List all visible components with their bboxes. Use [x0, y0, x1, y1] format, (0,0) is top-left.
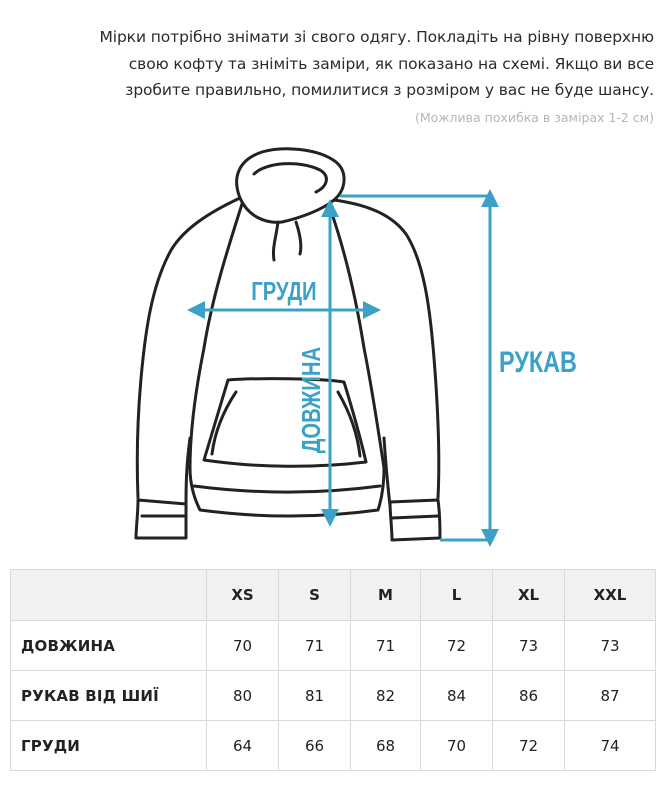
size-header-xl: XL	[493, 570, 565, 621]
size-header-l: L	[421, 570, 493, 621]
size-header-xs: XS	[207, 570, 279, 621]
sleeve-label: РУКАВ	[499, 345, 577, 379]
table-row	[11, 671, 656, 721]
table-cell: 72	[493, 721, 565, 771]
table-cell: 81	[279, 671, 351, 721]
intro-text	[14, 24, 654, 104]
size-header-m: M	[351, 570, 421, 621]
table-cell: 84	[421, 671, 493, 721]
table-cell: 71	[279, 621, 351, 671]
hoodie-measurement-diagram	[0, 138, 672, 558]
table-cell: 72	[421, 621, 493, 671]
table-cell: 74	[565, 721, 656, 771]
hoodie-illustration	[0, 138, 672, 558]
table-cell: 87	[565, 671, 656, 721]
table-cell: 71	[351, 621, 421, 671]
table-cell: 80	[207, 671, 279, 721]
chest-label: ГРУДИ	[251, 276, 317, 306]
size-header-s: S	[279, 570, 351, 621]
table-row	[11, 621, 656, 671]
size-header-row	[11, 570, 656, 621]
table-cell: 82	[351, 671, 421, 721]
table-cell: 68	[351, 721, 421, 771]
table-cell: 73	[493, 621, 565, 671]
table-cell: 66	[279, 721, 351, 771]
row-label-chest: ГРУДИ	[11, 721, 207, 771]
row-label-sleeve: РУКАВ ВІД ШИЇ	[11, 671, 207, 721]
length-label: ДОВЖИНА	[296, 346, 326, 454]
hoodie-outline	[136, 149, 440, 540]
table-cell: 64	[207, 721, 279, 771]
header-corner-cell	[11, 570, 207, 621]
size-header-xxl: XXL	[565, 570, 656, 621]
intro-line-1: Мірки потрібно знімати зі свого одягу. Покладіть на рівну поверхню	[99, 28, 654, 46]
intro-line-2: свою кофту та зніміть заміри, як показано на схемі. Якщо ви все	[128, 54, 654, 73]
intro-line-3: зробите правильно, помилитися з розміром у вас не буде шансу.	[125, 81, 654, 99]
table-cell: 70	[207, 621, 279, 671]
measurement-error-note: (Можлива похибка в замірах 1-2 см)	[414, 110, 654, 125]
row-label-length: ДОВЖИНА	[11, 621, 207, 671]
size-chart-table	[10, 569, 656, 771]
table-row	[11, 721, 656, 771]
table-cell: 70	[421, 721, 493, 771]
table-cell: 73	[565, 621, 656, 671]
table-cell: 86	[493, 671, 565, 721]
